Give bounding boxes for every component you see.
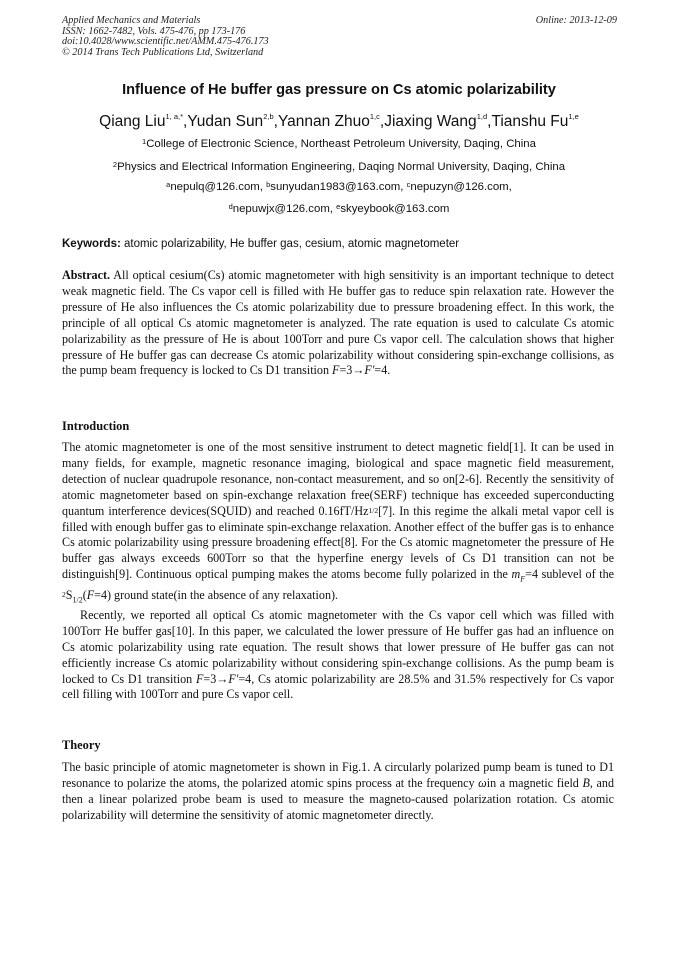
math-symbol: F' xyxy=(228,671,239,686)
paragraph-text: The basic principle of atomic magnetometer is shown in Fig.1. A circularly polarized pump beam is tuned to D1 resonance to polarize the atoms, the polarized atomic spins process at the frequency xyxy=(62,760,614,790)
online-date: Online: 2013-12-09 xyxy=(535,15,617,26)
affiliation-2 xyxy=(0,161,678,173)
issn-line: ISSN: 1662-7482, Vols. 475-476, pp 173-176 xyxy=(62,25,246,37)
author-name: Jiaxing Wang xyxy=(384,113,477,130)
math-symbol: S xyxy=(65,587,73,602)
theory-body xyxy=(62,760,614,824)
abstract-label: Abstract. xyxy=(62,268,111,282)
keywords-text: atomic polarizability, He buffer gas, cesium, atomic magnetometer xyxy=(120,238,460,250)
author-affiliation-mark: 1,e xyxy=(568,112,579,121)
paragraph-text: ( xyxy=(82,587,87,602)
paragraph-text: =4 sublevel of the xyxy=(525,567,614,582)
affiliation-mark: 2 xyxy=(112,160,118,169)
email-mark: e xyxy=(336,202,341,211)
affiliation-text: College of Electronic Science, Northeast Petroleum University, Daqing, China xyxy=(146,138,536,150)
keywords-label: Keywords: xyxy=(62,238,121,250)
paper-title: Influence of He buffer gas pressure on Cs atomic polarizability xyxy=(122,82,556,98)
introduction-paragraph-1 xyxy=(62,440,614,608)
abstract xyxy=(62,268,614,379)
email-link[interactable]: nepuwjx@126.com, xyxy=(232,203,333,215)
author-affiliation-mark: 1, a,* xyxy=(165,112,184,121)
math-subscript: F xyxy=(520,574,526,584)
superscript: 1/2 xyxy=(368,505,379,515)
math-subscript: 1/2 xyxy=(72,594,83,604)
email-link[interactable]: sunyudan1983@163.com, xyxy=(270,181,404,193)
author-name: Yudan Sun xyxy=(187,113,264,130)
affiliation-text: Physics and Electrical Information Engineering, Daqing Normal University, Daqing, China xyxy=(117,161,566,173)
paragraph-text: , and then a linear polarized probe beam is used to measure the magneto-caused polarization rotation. Cs atomic polarizability will determine the sensitivity of atomic magnetometer directly. xyxy=(62,775,614,822)
math-symbol: m xyxy=(511,567,521,582)
abstract-paragraph xyxy=(62,268,614,379)
email-line-2 xyxy=(0,203,678,215)
abstract-text: All optical cesium(Cs) atomic magnetometer with high sensitivity is an important technique to detect weak magnetic field. The Cs vapor cell is filled with He buffer gas to reduce spin relaxation rate. However the pressure of He also influences the Cs atomic polarizability due to pressure broadening effect. In this work, the principle of all optical Cs atomic magnetometer is analyzed. The rate equation is used to calculate Cs atomic polarizability as the pressure of He is about 100Torr and pure Cs vapor cell. The calculation shows that higher pressure of He buffer gas can decrease Cs atomic polarizability without considering spin-exchange collisions, as the pump beam frequency is locked to Cs D1 transition xyxy=(62,268,614,378)
journal-header xyxy=(62,16,617,58)
email-link[interactable]: nepulq@126.com, xyxy=(170,181,263,193)
paragraph-text: =4, Cs atomic polarizability are 28.5% and 31.5% respectively for Cs vapor cell filling with 100Torr and pure Cs vapor cell. xyxy=(62,671,614,702)
affiliation-1 xyxy=(0,138,678,150)
introduction-body xyxy=(62,440,614,703)
email-mark: a xyxy=(166,180,171,189)
math-symbol: F xyxy=(196,671,204,686)
introduction-paragraph-2 xyxy=(62,608,614,703)
journal-name: Applied Mechanics and Materials xyxy=(62,15,201,26)
author-name: Qiang Liu xyxy=(99,113,166,130)
copyright-line: © 2014 Trans Tech Publications Ltd, Switzerland xyxy=(62,46,264,58)
math-symbol: B xyxy=(582,775,590,790)
author-list: Qiang Liu$^{1, a,*}$,Yudan Sun$^{2,b}$,Yannan Zhuo$^{1,c}$,Jiaxing Wang$^{1,d}$,Tianshu Fu$^{1,e}$ xyxy=(99,112,579,130)
paragraph-text: Recently, we reported all optical Cs atomic magnetometer with the Cs vapor cell which was filled with 100Torr He buffer gas[10]. In this paper, we calculated the lower pressure of He buffer gas had an influence on Cs atomic polarizability using rate equation. The result shows that lower pressure of He buffer gas can not efficiently increase Cs atomic polarizability without considering spin-exchange collisions. As the pump beam is locked to Cs D1 transition xyxy=(62,607,614,686)
email-link[interactable]: nepuzyn@126.com, xyxy=(410,181,512,193)
email-mark: c xyxy=(406,180,411,189)
math-symbol: ω xyxy=(478,775,487,790)
author-name: Yannan Zhuo xyxy=(277,113,370,130)
math-symbol: =4. xyxy=(374,363,391,378)
paragraph-text: =4) ground state(in the absence of any relaxation). xyxy=(94,587,339,602)
theory-heading: Theory xyxy=(62,738,101,752)
author-affiliation-mark: 2,b xyxy=(263,112,274,121)
paragraph-text: [7]. In this regime the alkali metal vapor cell is filled with enough buffer gas to eliminate spin-exchange relaxation. Another effect of the buffer gas is to enhance Cs atomic polarizability using pressure broadening effect[8]. For the Cs atomic magnetometer the pressure of He buffer gas always exceeds 600Torr so that the hyperfine energy levels of Cs D1 transition can not be distinguish[9]. Continuous optical pumping makes the atoms become fully polarized in the xyxy=(62,503,614,582)
math-symbol: F xyxy=(332,363,340,378)
email-mark: b xyxy=(266,180,271,189)
author-affiliation-mark: 1,d xyxy=(476,112,488,121)
math-symbol: F xyxy=(86,587,95,602)
paragraph-text: =3→ xyxy=(203,671,229,686)
author-affiliation-mark: 1,c xyxy=(369,112,380,121)
math-symbol: F' xyxy=(364,363,375,378)
math-symbol: =3→ xyxy=(339,363,365,378)
introduction-heading: Introduction xyxy=(62,419,130,433)
email-mark: d xyxy=(228,202,233,211)
email-line-1 xyxy=(0,181,678,193)
paragraph-text: The atomic magnetometer is one of the most sensitive instrument to detect magnetic field[1]. It can be used in many fields, for example, magnetic resonance imaging, biological and space magnetic field measurement, detection of nuclear quadrupole resonance, non-contact measurement, and so on[2-6]. Recently the sensitivity of atomic magnetometer based on spin-exchange relaxation free(SERF) technique has exceeded superconducting quantum interference devices(SQUID) and reached 0.16fT/Hz xyxy=(62,440,614,518)
theory-paragraph xyxy=(62,760,614,824)
paragraph-text: in a magnetic field xyxy=(486,775,583,790)
doi-line: doi:10.4028/www.scientific.net/AMM.475-476.173 xyxy=(62,36,269,47)
author-name: Tianshu Fu xyxy=(491,113,569,130)
superscript: 2 xyxy=(62,589,66,599)
keywords xyxy=(62,238,617,250)
affiliation-mark: 1 xyxy=(142,137,147,146)
email-link[interactable]: skyeybook@163.com xyxy=(340,203,450,215)
